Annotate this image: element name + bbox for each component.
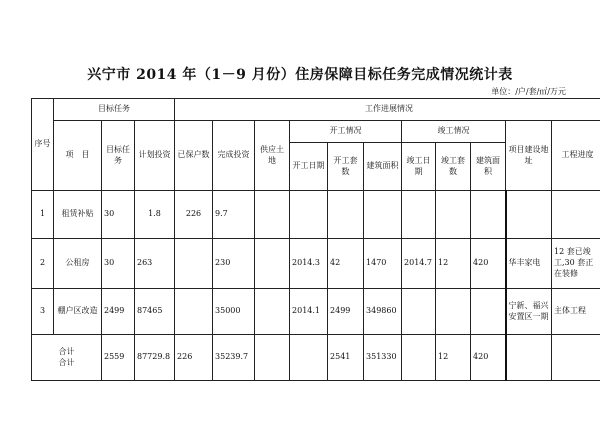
row-plan-invest: 87465 bbox=[135, 289, 175, 335]
stats-table bbox=[31, 98, 600, 381]
started-group-header: 开工情况 bbox=[290, 121, 402, 143]
row-start-area: 1470 bbox=[364, 239, 402, 289]
start-units-header: 开工套数 bbox=[328, 143, 364, 191]
row-land bbox=[255, 289, 290, 335]
start-date-header: 开工日期 bbox=[290, 143, 328, 191]
households-header: 已保户数 bbox=[175, 121, 213, 191]
row-site: 宁新、福兴安置区一期 bbox=[506, 289, 552, 335]
progress-header: 工程进度 bbox=[552, 121, 600, 191]
row-complete-units bbox=[436, 191, 471, 239]
row-progress: 主体工程 bbox=[552, 289, 600, 335]
target-task-header: 目标任务 bbox=[102, 121, 135, 191]
land-supply-header: 供应土地 bbox=[255, 121, 290, 191]
row-done-invest: 35000 bbox=[213, 289, 255, 335]
total-site bbox=[506, 335, 552, 381]
total-done-invest: 35239.7 bbox=[213, 335, 255, 381]
row-complete-area: 420 bbox=[471, 239, 506, 289]
total-row bbox=[32, 335, 600, 381]
row-start-area bbox=[364, 191, 402, 239]
row-start-units bbox=[328, 191, 364, 239]
row-seq: 2 bbox=[32, 239, 54, 289]
row-start-date: 2014.1 bbox=[290, 289, 328, 335]
total-plan-invest: 87729.8 bbox=[135, 335, 175, 381]
row-progress: 12 套已竣工,30 套正在装修 bbox=[552, 239, 600, 289]
unit-note: 单位：/户/套/㎡/万元 bbox=[491, 87, 566, 96]
table-row bbox=[32, 239, 600, 289]
row-project: 租赁补贴 bbox=[54, 191, 102, 239]
total-label: 合计 bbox=[58, 346, 75, 356]
row-target: 30 bbox=[102, 239, 135, 289]
row-done-invest: 230 bbox=[213, 239, 255, 289]
row-complete-area bbox=[471, 191, 506, 239]
row-seq: 3 bbox=[32, 289, 54, 335]
row-plan-invest: 263 bbox=[135, 239, 175, 289]
total-label-cell bbox=[32, 335, 102, 381]
row-start-date: 2014.3 bbox=[290, 239, 328, 289]
row-start-area: 349860 bbox=[364, 289, 402, 335]
row-start-units: 42 bbox=[328, 239, 364, 289]
target-group-header: 目标任务 bbox=[54, 99, 175, 121]
site-header: 项目建设地址 bbox=[506, 121, 552, 191]
seq-header: 序号 bbox=[32, 99, 54, 191]
total-complete-area: 420 bbox=[471, 335, 506, 381]
row-complete-area bbox=[471, 289, 506, 335]
total-target: 2559 bbox=[102, 335, 135, 381]
row-complete-date bbox=[402, 289, 436, 335]
header-row-2 bbox=[32, 121, 600, 143]
complete-area-header: 建筑面积 bbox=[471, 143, 506, 191]
row-households bbox=[175, 239, 213, 289]
row-target: 30 bbox=[102, 191, 135, 239]
total-start-units: 2541 bbox=[328, 335, 364, 381]
row-plan-invest: 1.8 bbox=[135, 191, 175, 239]
page-title: 兴宁市 2014 年（1－9 月份）住房保障目标任务完成情况统计表 bbox=[87, 67, 513, 83]
row-start-date bbox=[290, 191, 328, 239]
row-project: 棚户区改造 bbox=[54, 289, 102, 335]
investment-completed-header: 完成投资 bbox=[213, 121, 255, 191]
total-progress bbox=[552, 335, 600, 381]
row-done-invest: 9.7 bbox=[213, 191, 255, 239]
total-start-date bbox=[290, 335, 328, 381]
row-land bbox=[255, 239, 290, 289]
row-complete-date bbox=[402, 191, 436, 239]
completed-group-header: 竣工情况 bbox=[402, 121, 506, 143]
row-start-units: 2499 bbox=[328, 289, 364, 335]
project-header: 项 目 bbox=[54, 121, 102, 191]
complete-date-header: 竣工日期 bbox=[402, 143, 436, 191]
row-households: 226 bbox=[175, 191, 213, 239]
row-complete-units bbox=[436, 289, 471, 335]
total-label-secondary: 合计 bbox=[58, 357, 75, 367]
row-complete-date: 2014.7 bbox=[402, 239, 436, 289]
total-start-area: 351330 bbox=[364, 335, 402, 381]
row-seq: 1 bbox=[32, 191, 54, 239]
row-complete-units: 12 bbox=[436, 239, 471, 289]
row-progress bbox=[552, 191, 600, 239]
progress-group-header: 工作进展情况 bbox=[175, 99, 600, 121]
row-households bbox=[175, 289, 213, 335]
row-site: 华丰家电 bbox=[506, 239, 552, 289]
row-project: 公租房 bbox=[54, 239, 102, 289]
row-site bbox=[506, 191, 552, 239]
total-households: 226 bbox=[175, 335, 213, 381]
row-land bbox=[255, 191, 290, 239]
row-target: 2499 bbox=[102, 289, 135, 335]
total-complete-units: 12 bbox=[436, 335, 471, 381]
start-area-header: 建筑面积 bbox=[364, 143, 402, 191]
total-land bbox=[255, 335, 290, 381]
table-row bbox=[32, 191, 600, 239]
complete-units-header: 竣工套数 bbox=[436, 143, 471, 191]
planned-investment-header: 计划投资 bbox=[135, 121, 175, 191]
total-complete-date bbox=[402, 335, 436, 381]
table-row bbox=[32, 289, 600, 335]
header-row-1 bbox=[32, 99, 600, 121]
